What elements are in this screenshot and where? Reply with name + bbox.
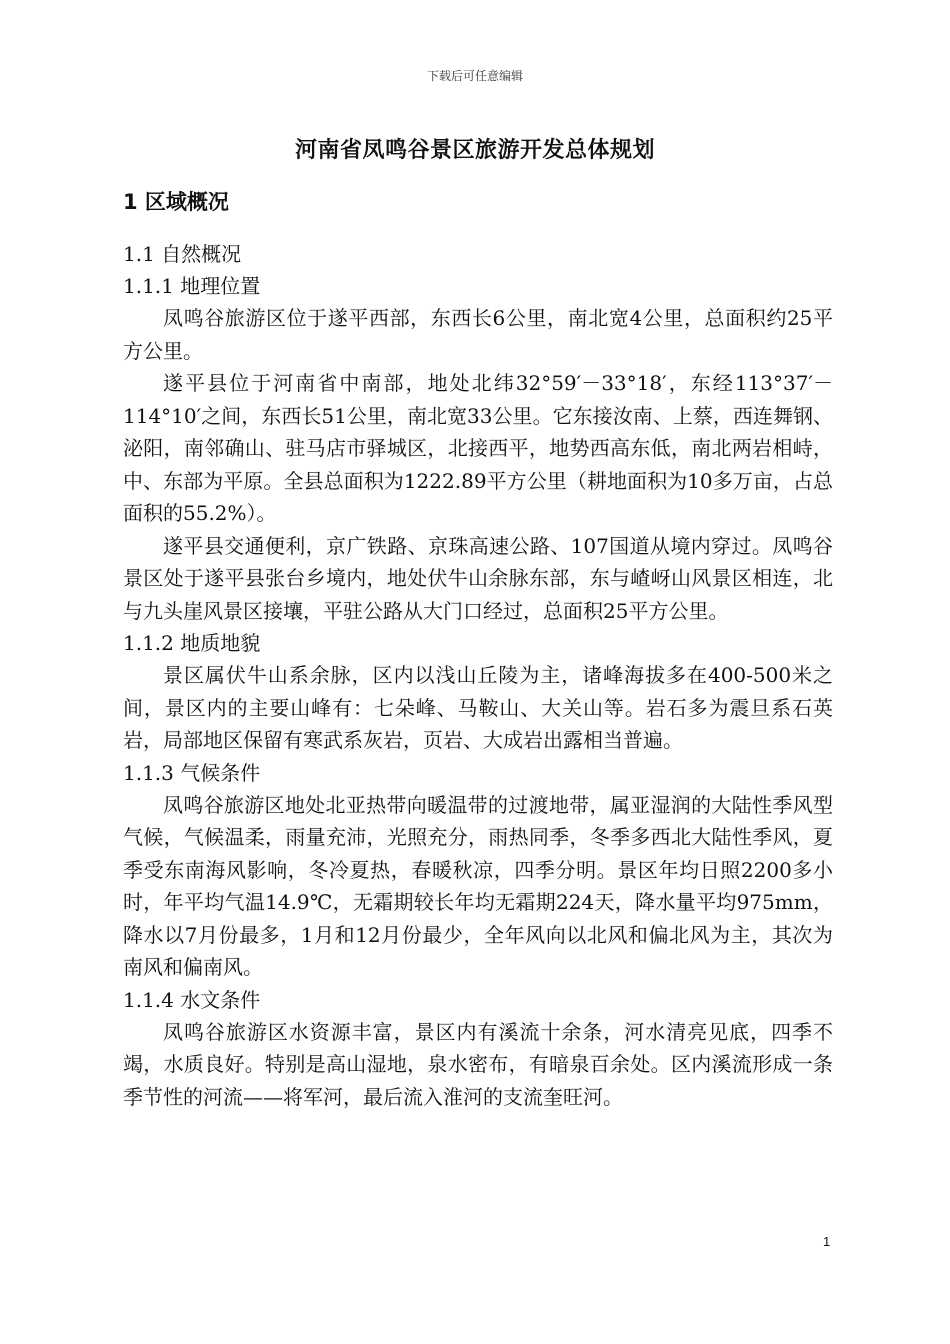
subsection-heading: 1.1 自然概况 — [123, 242, 242, 266]
paragraph: 遂平县位于河南省中南部，地处北纬32°59′－33°18′，东经113°37′－114°10′之间，东西长51公里，南北宽33公里。它东接汝南、上蔡，西连舞钢、泌阳，南邻确山、驻马店市驿城区，北接西平，地势西高东低，南北两岩相峙，中、东部为平原。全县总面积为1222.89平方公里（耕地面积为10多万亩，占总面积的55.2%）。 — [123, 371, 833, 525]
heading-geographic-location: 1.1.1 地理位置 — [123, 274, 261, 298]
section-heading: 1 区域概况 — [123, 190, 229, 214]
document-body — [123, 238, 833, 1113]
heading-hydrology: 1.1.4 水文条件 — [123, 987, 261, 1012]
paragraph: 凤鸣谷旅游区水资源丰富，景区内有溪流十余条，河水清亮见底，四季不竭，水质良好。特别是高山湿地，泉水密布，有暗泉百余处。区内溪流形成一条季节性的河流——将军河，最后流入淮河的支流奎旺河。 — [123, 1019, 833, 1109]
paragraph: 遂平县交通便利，京广铁路、京珠高速公路、107国道从境内穿过。凤鸣谷景区处于遂平县张台乡境内，地处伏牛山余脉东部，东与嵖岈山风景区相连，北与九头崖风景区接壤，平驻公路从大门口经过，总面积25平方公里。 — [123, 533, 833, 623]
page-number: 1 — [823, 1234, 831, 1249]
heading-geology: 1.1.2 地质地貌 — [123, 631, 261, 655]
paragraph: 景区属伏牛山系余脉，区内以浅山丘陵为主，诸峰海拔多在400-500米之间，景区内的主要山峰有：七朵峰、马鞍山、大关山等。岩石多为震旦系石英岩，局部地区保留有寒武系灰岩，页岩、大成岩出露相当普遍。 — [123, 663, 833, 752]
header-note: 下载后可任意编辑 — [426, 69, 523, 83]
heading-climate: 1.1.3 气候条件 — [123, 760, 261, 785]
paragraph: 凤鸣谷旅游区地处北亚热带向暖温带的过渡地带，属亚湿润的大陆性季风型气候，气候温柔，雨量充沛，光照充分，雨热同季，冬季多西北大陆性季风，夏季受东南海风影响，冬冷夏热，春暖秋凉，四季分明。景区年均日照2200多小时，年平均气温14.9℃，无霜期较长年均无霜期224天，降水量平均975mm，降水以7月份最多，1月和12月份最少，全年风向以北风和偏北风为主，其次为南风和偏南风。 — [123, 792, 833, 979]
paragraph: 凤鸣谷旅游区位于遂平西部，东西长6公里，南北宽4公里，总面积约25平方公里。 — [123, 306, 833, 363]
document-title: 河南省凤鸣谷景区旅游开发总体规划 — [294, 138, 655, 163]
